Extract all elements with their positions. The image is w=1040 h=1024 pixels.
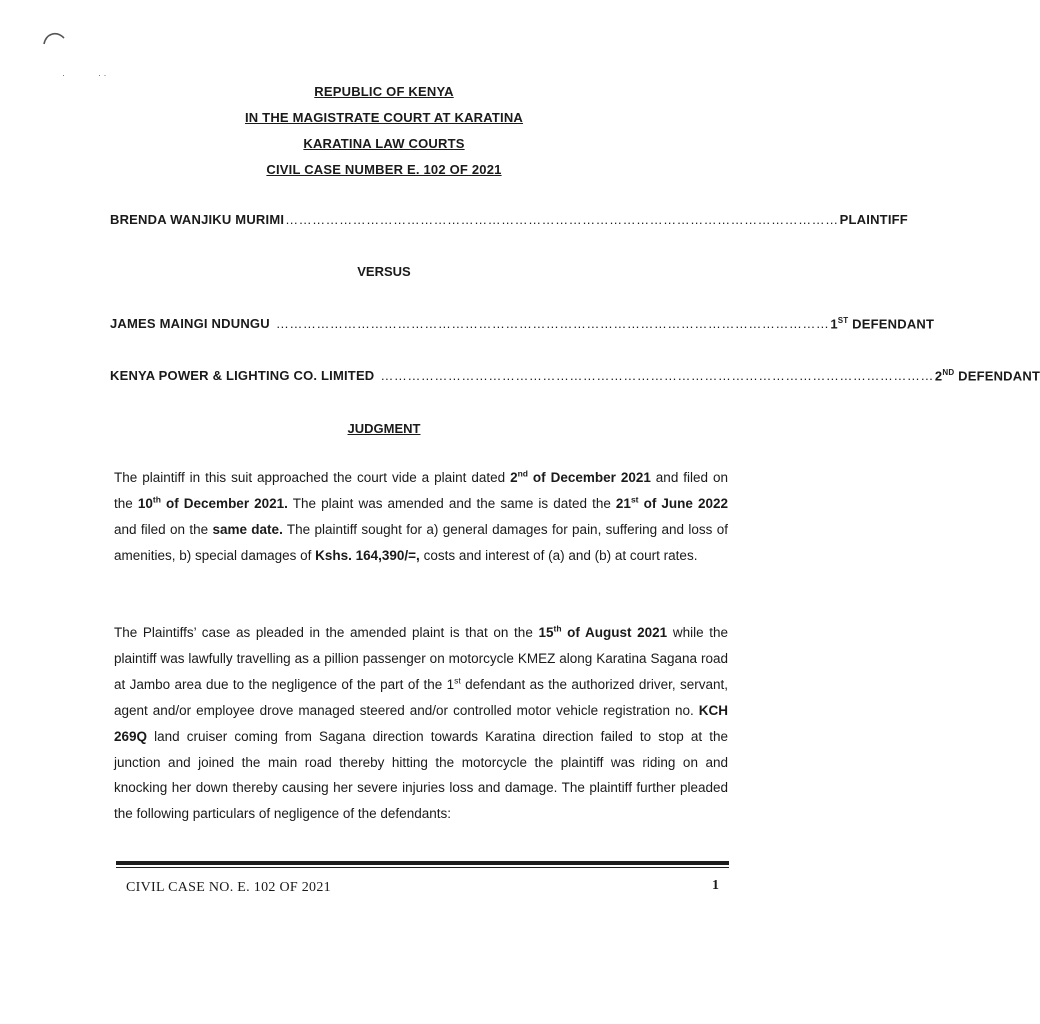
defendant2-name: KENYA POWER & LIGHTING CO. LIMITED bbox=[110, 368, 375, 384]
leader-dots: …………………………………………………………………………………………………………… bbox=[380, 368, 934, 384]
scan-speck: · · bbox=[98, 70, 107, 80]
plaintiff-role: PLAINTIFF bbox=[839, 212, 908, 227]
header-case-number: CIVIL CASE NUMBER E. 102 OF 2021 bbox=[266, 162, 502, 177]
footer-rule-thin bbox=[116, 867, 729, 868]
defendant1-role: 1ST DEFENDANT bbox=[830, 316, 935, 332]
leader-dots: …………………………………………………………………………………………………………… bbox=[285, 212, 839, 227]
footer-rule bbox=[116, 861, 729, 865]
defendant1-line bbox=[110, 316, 935, 332]
page-number: 1 bbox=[712, 878, 719, 893]
header-republic: REPUBLIC OF KENYA bbox=[314, 84, 454, 99]
defendant1-name: JAMES MAINGI NDUNGU bbox=[110, 316, 270, 332]
plaintiff-name: BRENDA WANJIKU MURIMI bbox=[110, 212, 285, 227]
defendant2-role: 2ND DEFENDANT bbox=[934, 368, 1040, 384]
header-court: IN THE MAGISTRATE COURT AT KARATINA bbox=[244, 110, 524, 125]
scan-artifact-icon bbox=[40, 28, 70, 50]
leader-dots: …………………………………………………………………………………………………………… bbox=[275, 316, 830, 332]
defendant2-line bbox=[110, 368, 1040, 384]
footer-case-label: CIVIL CASE NO. E. 102 OF 2021 bbox=[126, 880, 331, 895]
plaintiff-line bbox=[110, 212, 908, 227]
versus-label: VERSUS bbox=[357, 264, 411, 279]
judgment-title: JUDGMENT bbox=[347, 421, 421, 436]
header-law-courts: KARATINA LAW COURTS bbox=[303, 136, 465, 151]
scan-speck: · bbox=[62, 70, 65, 80]
paragraph-case: The Plaintiffs’ case as pleaded in the amended plaint is that on the 15th of August 2021 while the plaintiff was lawfully travelling as a pillion passenger on motorcycle KMEZ along Karatina Sagana road at Jambo area due to the negligence of the part of the 1st defendant as the authorized driver, servant, agent and/or employee drove managed steered and/or controlled motor vehicle registration no. KCH 269Q land cruiser coming from Sagana direction towards Karatina direction failed to stop at the junction and joined the main road thereby hitting the motorcycle the plaintiff was riding on and knocking her down thereby causing her severe injuries loss and damage. The plaintiff further pleaded the following particulars of negligence of the defendants: bbox=[114, 623, 729, 822]
paragraph-intro: The plaintiff in this suit approached the court vide a plaint dated 2nd of December 2021 and filed on the 10th of December 2021. The plaint was amended and the same is dated the 21st of June 2022 and filed on the same date. The plaintiff sought for a) general damages for pain, suffering and loss of amenities, b) special damages of Kshs. 164,390/=, costs and interest of (a) and (b) at court rates. bbox=[114, 468, 729, 563]
